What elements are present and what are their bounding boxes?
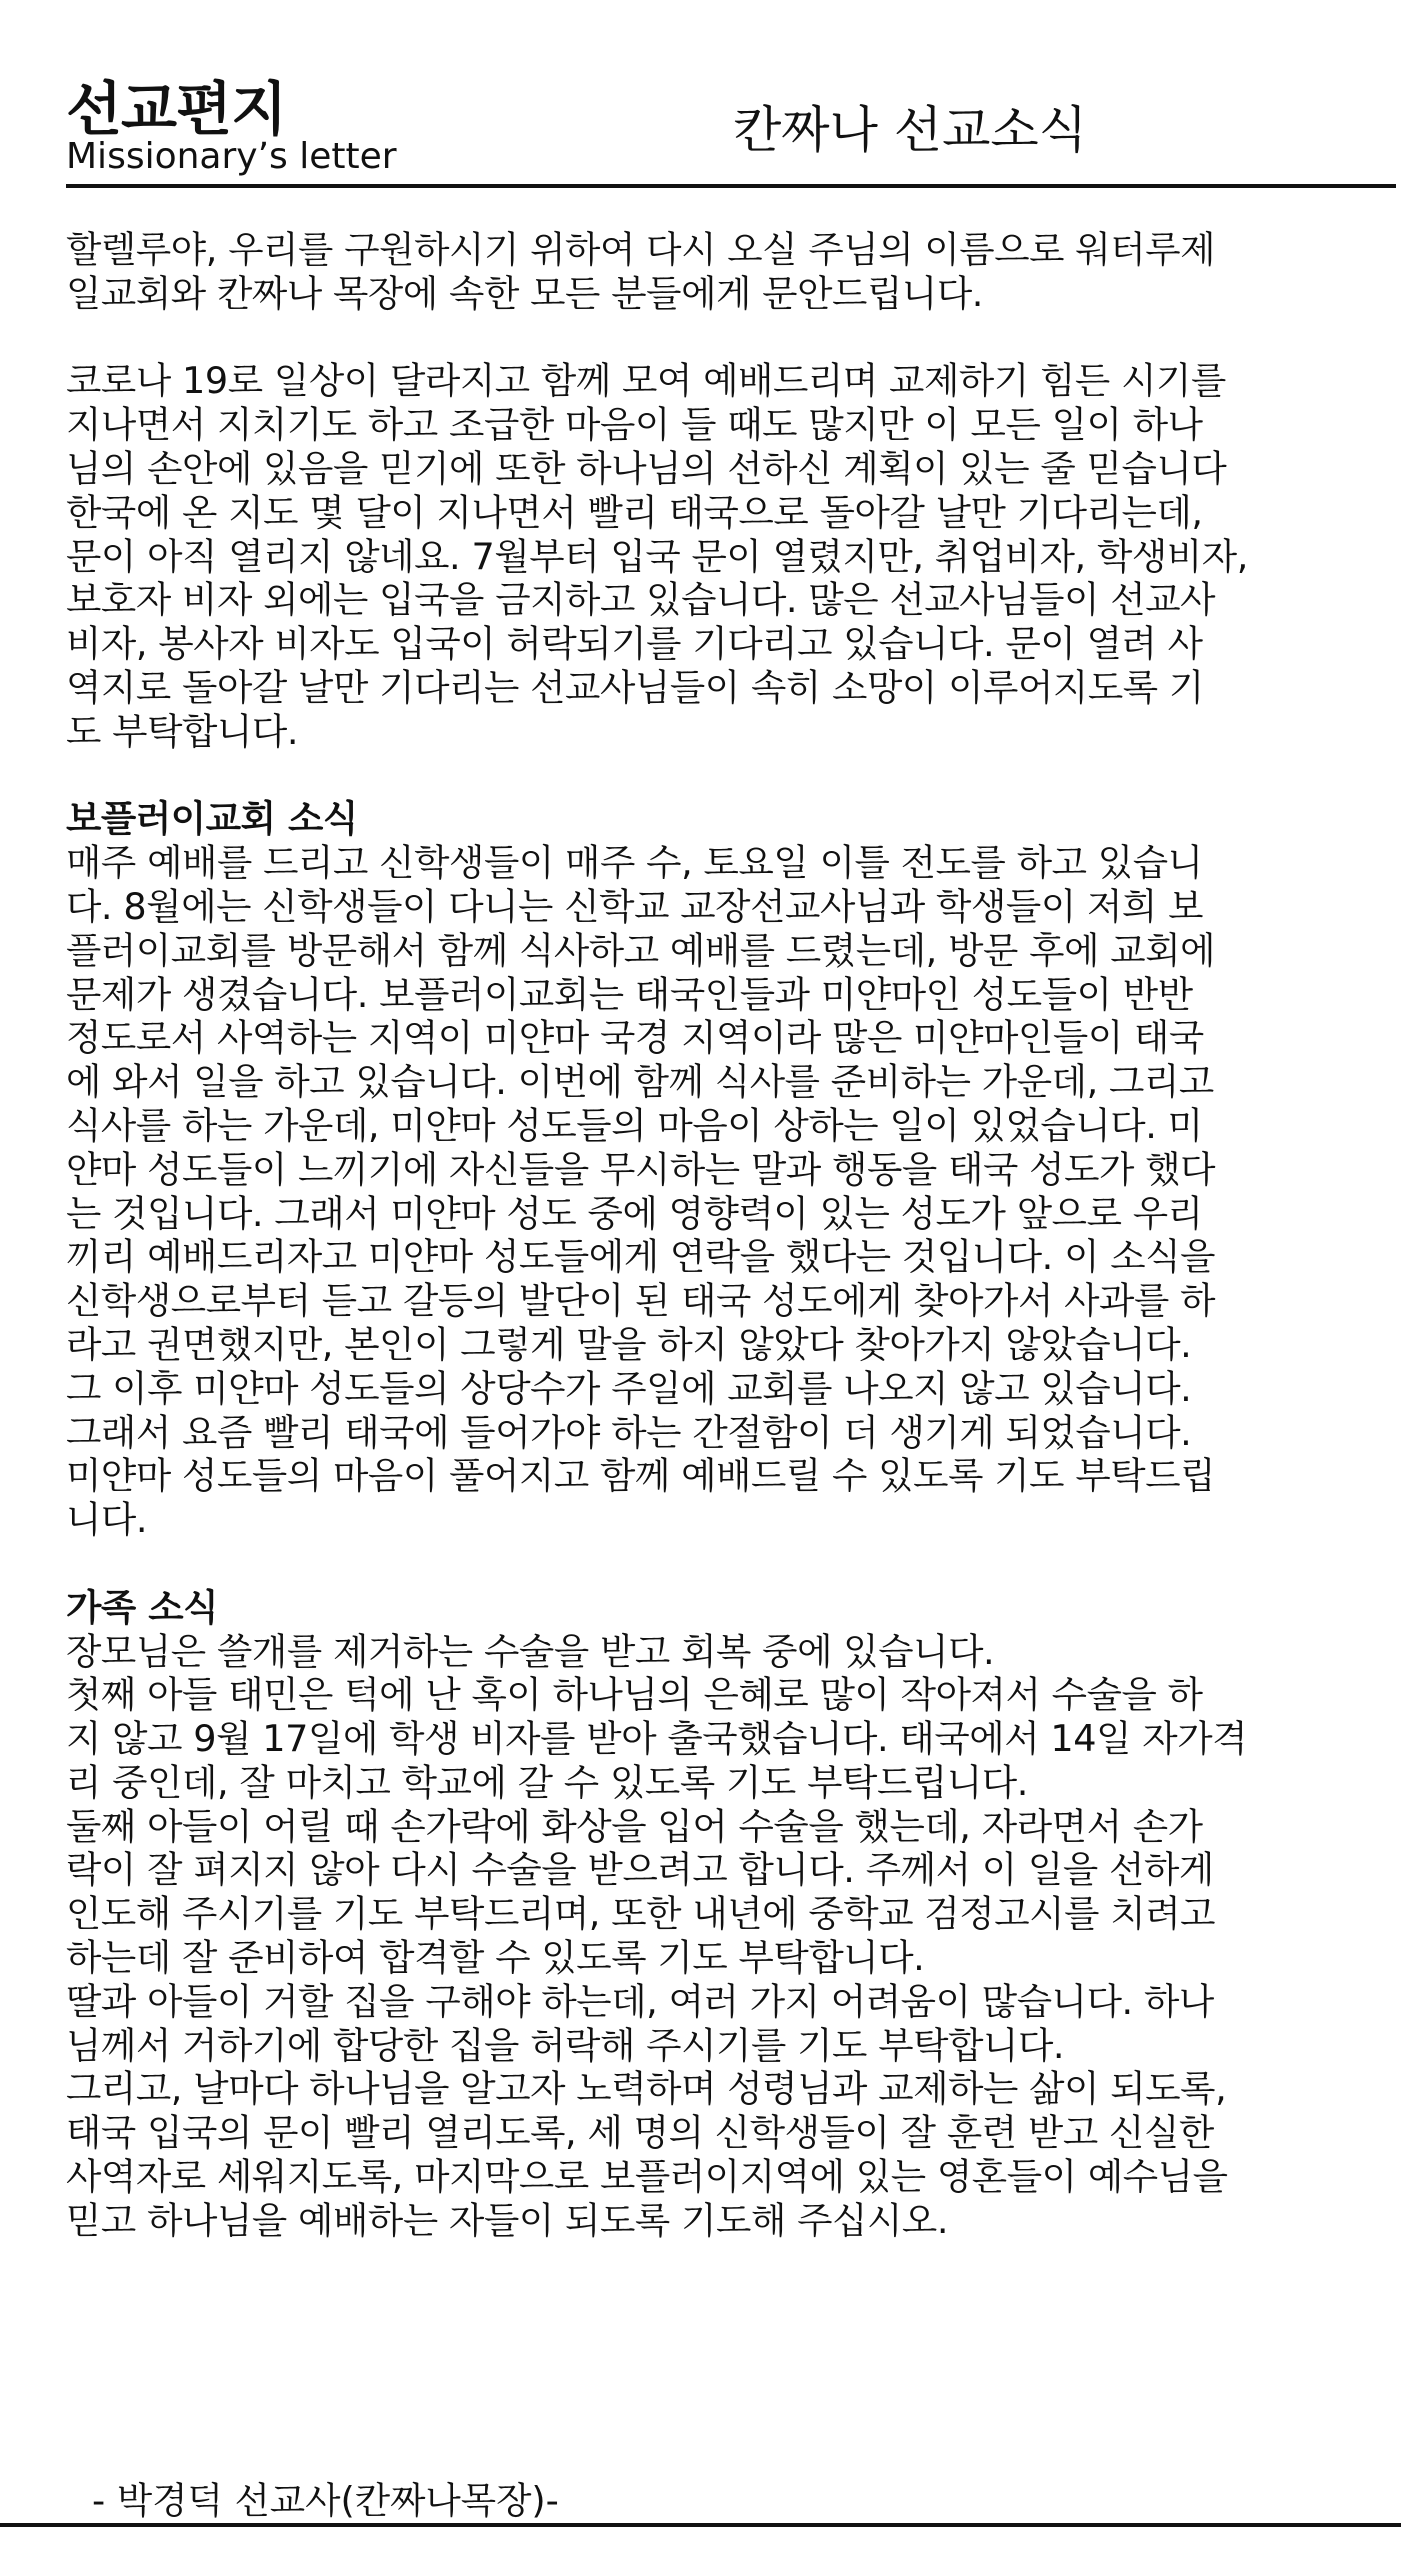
text-line: 코로나 19로 일상이 달라지고 함께 모여 예배드리며 교제하기 힘든 시기를: [66, 359, 1226, 403]
church-news-section: [66, 797, 1396, 1542]
text-line: 락이 잘 펴지지 않아 다시 수술을 받으려고 합니다. 주께서 이 일을 선하게: [66, 1848, 1214, 1892]
footer-divider: [0, 2523, 1401, 2527]
intro-paragraph: [66, 228, 1396, 316]
text-line: 인도해 주시기를 기도 부탁드리며, 또한 내년에 중학교 검정고시를 치려고: [66, 1892, 1216, 1936]
text-line: 장모님은 쓸개를 제거하는 수술을 받고 회복 중에 있습니다.: [66, 1629, 995, 1673]
letter-header: [66, 56, 1396, 186]
text-line: 믿고 하나님을 예배하는 자들이 되도록 기도해 주십시오.: [66, 2198, 949, 2242]
text-line: 에 와서 일을 하고 있습니다. 이번에 함께 식사를 준비하는 가운데, 그리고: [66, 1060, 1214, 1104]
text-line: 정도로서 사역하는 지역이 미얀마 국경 지역이라 많은 미얀마인들이 태국: [66, 1016, 1204, 1060]
family-news-heading: 가족 소식: [66, 1585, 219, 1629]
section-title: 칸짜나 선교소식: [733, 101, 1087, 159]
paragraph-gap: [66, 1542, 1396, 1586]
text-line: 첫째 아들 태민은 턱에 난 혹이 하나님의 은혜로 많이 작아져서 수술을 하: [66, 1673, 1203, 1717]
text-line: 플러이교회를 방문해서 함께 식사하고 예배를 드렸는데, 방문 후에 교회에: [66, 928, 1216, 972]
letter-body: [66, 228, 1396, 2243]
text-line: 님께서 거하기에 합당한 집을 허락해 주시기를 기도 부탁합니다.: [66, 2023, 1065, 2067]
text-line: 지 않고 9월 17일에 학생 비자를 받아 출국했습니다. 태국에서 14일 자가격: [66, 1717, 1248, 1761]
text-line: 님의 손안에 있음을 믿기에 또한 하나님의 선하신 계획이 있는 줄 믿습니다: [66, 446, 1227, 490]
text-line: 보호자 비자 외에는 입국을 금지하고 있습니다. 많은 선교사님들이 선교사: [66, 578, 1216, 622]
text-line: 리 중인데, 잘 마치고 학교에 갈 수 있도록 기도 부탁드립니다.: [66, 1760, 1028, 1804]
text-line: 하는데 잘 준비하여 합격할 수 있도록 기도 부탁합니다.: [66, 1936, 925, 1980]
text-line: 라고 권면했지만, 본인이 그렇게 말을 하지 않았다 찾아가지 않았습니다.: [66, 1322, 1192, 1366]
text-line: 일교회와 칸짜나 목장에 속한 모든 분들에게 문안드립니다.: [66, 271, 984, 315]
text-line: 비자, 봉사자 비자도 입국이 허락되기를 기다리고 있습니다. 문이 열려 사: [66, 622, 1203, 666]
text-line: 태국 입국의 문이 빨리 열리도록, 세 명의 신학생들이 잘 훈련 받고 신실한: [66, 2111, 1214, 2155]
text-line: 미얀마 성도들의 마음이 풀어지고 함께 예배드릴 수 있도록 기도 부탁드립: [66, 1454, 1216, 1498]
text-line: 문이 아직 열리지 않네요. 7월부터 입국 문이 열렸지만, 취업비자, 학생비자,: [66, 534, 1248, 578]
church-news-heading: 보플러이교회 소식: [66, 797, 358, 841]
page-subtitle-en: Missionary’s letter: [66, 136, 397, 177]
text-line: 딸과 아들이 거할 집을 구해야 하는데, 여러 가지 어려움이 많습니다. 하나: [66, 1979, 1214, 2023]
text-line: 사역자로 세워지도록, 마지막으로 보플러이지역에 있는 영혼들이 예수님을: [66, 2155, 1228, 2199]
text-line: 문제가 생겼습니다. 보플러이교회는 태국인들과 미얀마인 성도들이 반반: [66, 972, 1193, 1016]
text-line: 한국에 온 지도 몇 달이 지나면서 빨리 태국으로 돌아갈 날만 기다리는데,: [66, 490, 1203, 534]
text-line: 그리고, 날마다 하나님을 알고자 노력하며 성령님과 교제하는 삶이 되도록,: [66, 2067, 1227, 2111]
text-line: 둘째 아들이 어릴 때 손가락에 화상을 입어 수술을 했는데, 자라면서 손가: [66, 1804, 1203, 1848]
text-line: 는 것입니다. 그래서 미얀마 성도 중에 영향력이 있는 성도가 앞으로 우리: [66, 1191, 1203, 1235]
covid-paragraph: [66, 359, 1396, 753]
text-line: 지나면서 지치기도 하고 조급한 마음이 들 때도 많지만 이 모든 일이 하나: [66, 403, 1203, 447]
text-line: 식사를 하는 가운데, 미얀마 성도들의 마음이 상하는 일이 있었습니다. 미: [66, 1103, 1203, 1147]
header-divider: [66, 184, 1396, 188]
paragraph-gap: [66, 316, 1396, 360]
text-line: 그래서 요즘 빨리 태국에 들어가야 하는 간절함이 더 생기게 되었습니다.: [66, 1410, 1192, 1454]
text-line: 그 이후 미얀마 성도들의 상당수가 주일에 교회를 나오지 않고 있습니다.: [66, 1366, 1192, 1410]
text-line: 역지로 돌아갈 날만 기다리는 선교사님들이 속히 소망이 이루어지도록 기: [66, 665, 1204, 709]
text-line: 신학생으로부터 듣고 갈등의 발단이 된 태국 성도에게 찾아가서 사과를 하: [66, 1279, 1216, 1323]
text-line: 도 부탁합니다.: [66, 709, 299, 753]
text-line: 다. 8월에는 신학생들이 다니는 신학교 교장선교사님과 학생들이 저희 보: [66, 884, 1204, 928]
text-line: 매주 예배를 드리고 신학생들이 매주 수, 토요일 이틀 전도를 하고 있습니: [66, 841, 1203, 885]
paragraph-gap: [66, 754, 1396, 798]
signature: - 박경덕 선교사(칸짜나목장)-: [92, 2479, 559, 2522]
text-line: 니다.: [66, 1498, 148, 1542]
family-news-section: [66, 1586, 1396, 2243]
text-line: 얀마 성도들이 느끼기에 자신들을 무시하는 말과 행동을 태국 성도가 했다: [66, 1147, 1216, 1191]
text-line: 끼리 예배드리자고 미얀마 성도들에게 연락을 했다는 것입니다. 이 소식을: [66, 1235, 1216, 1279]
text-line: 할렐루야, 우리를 구원하시기 위하여 다시 오실 주님의 이름으로 워터루제: [66, 228, 1216, 271]
page-title: 선교편지: [66, 75, 287, 143]
